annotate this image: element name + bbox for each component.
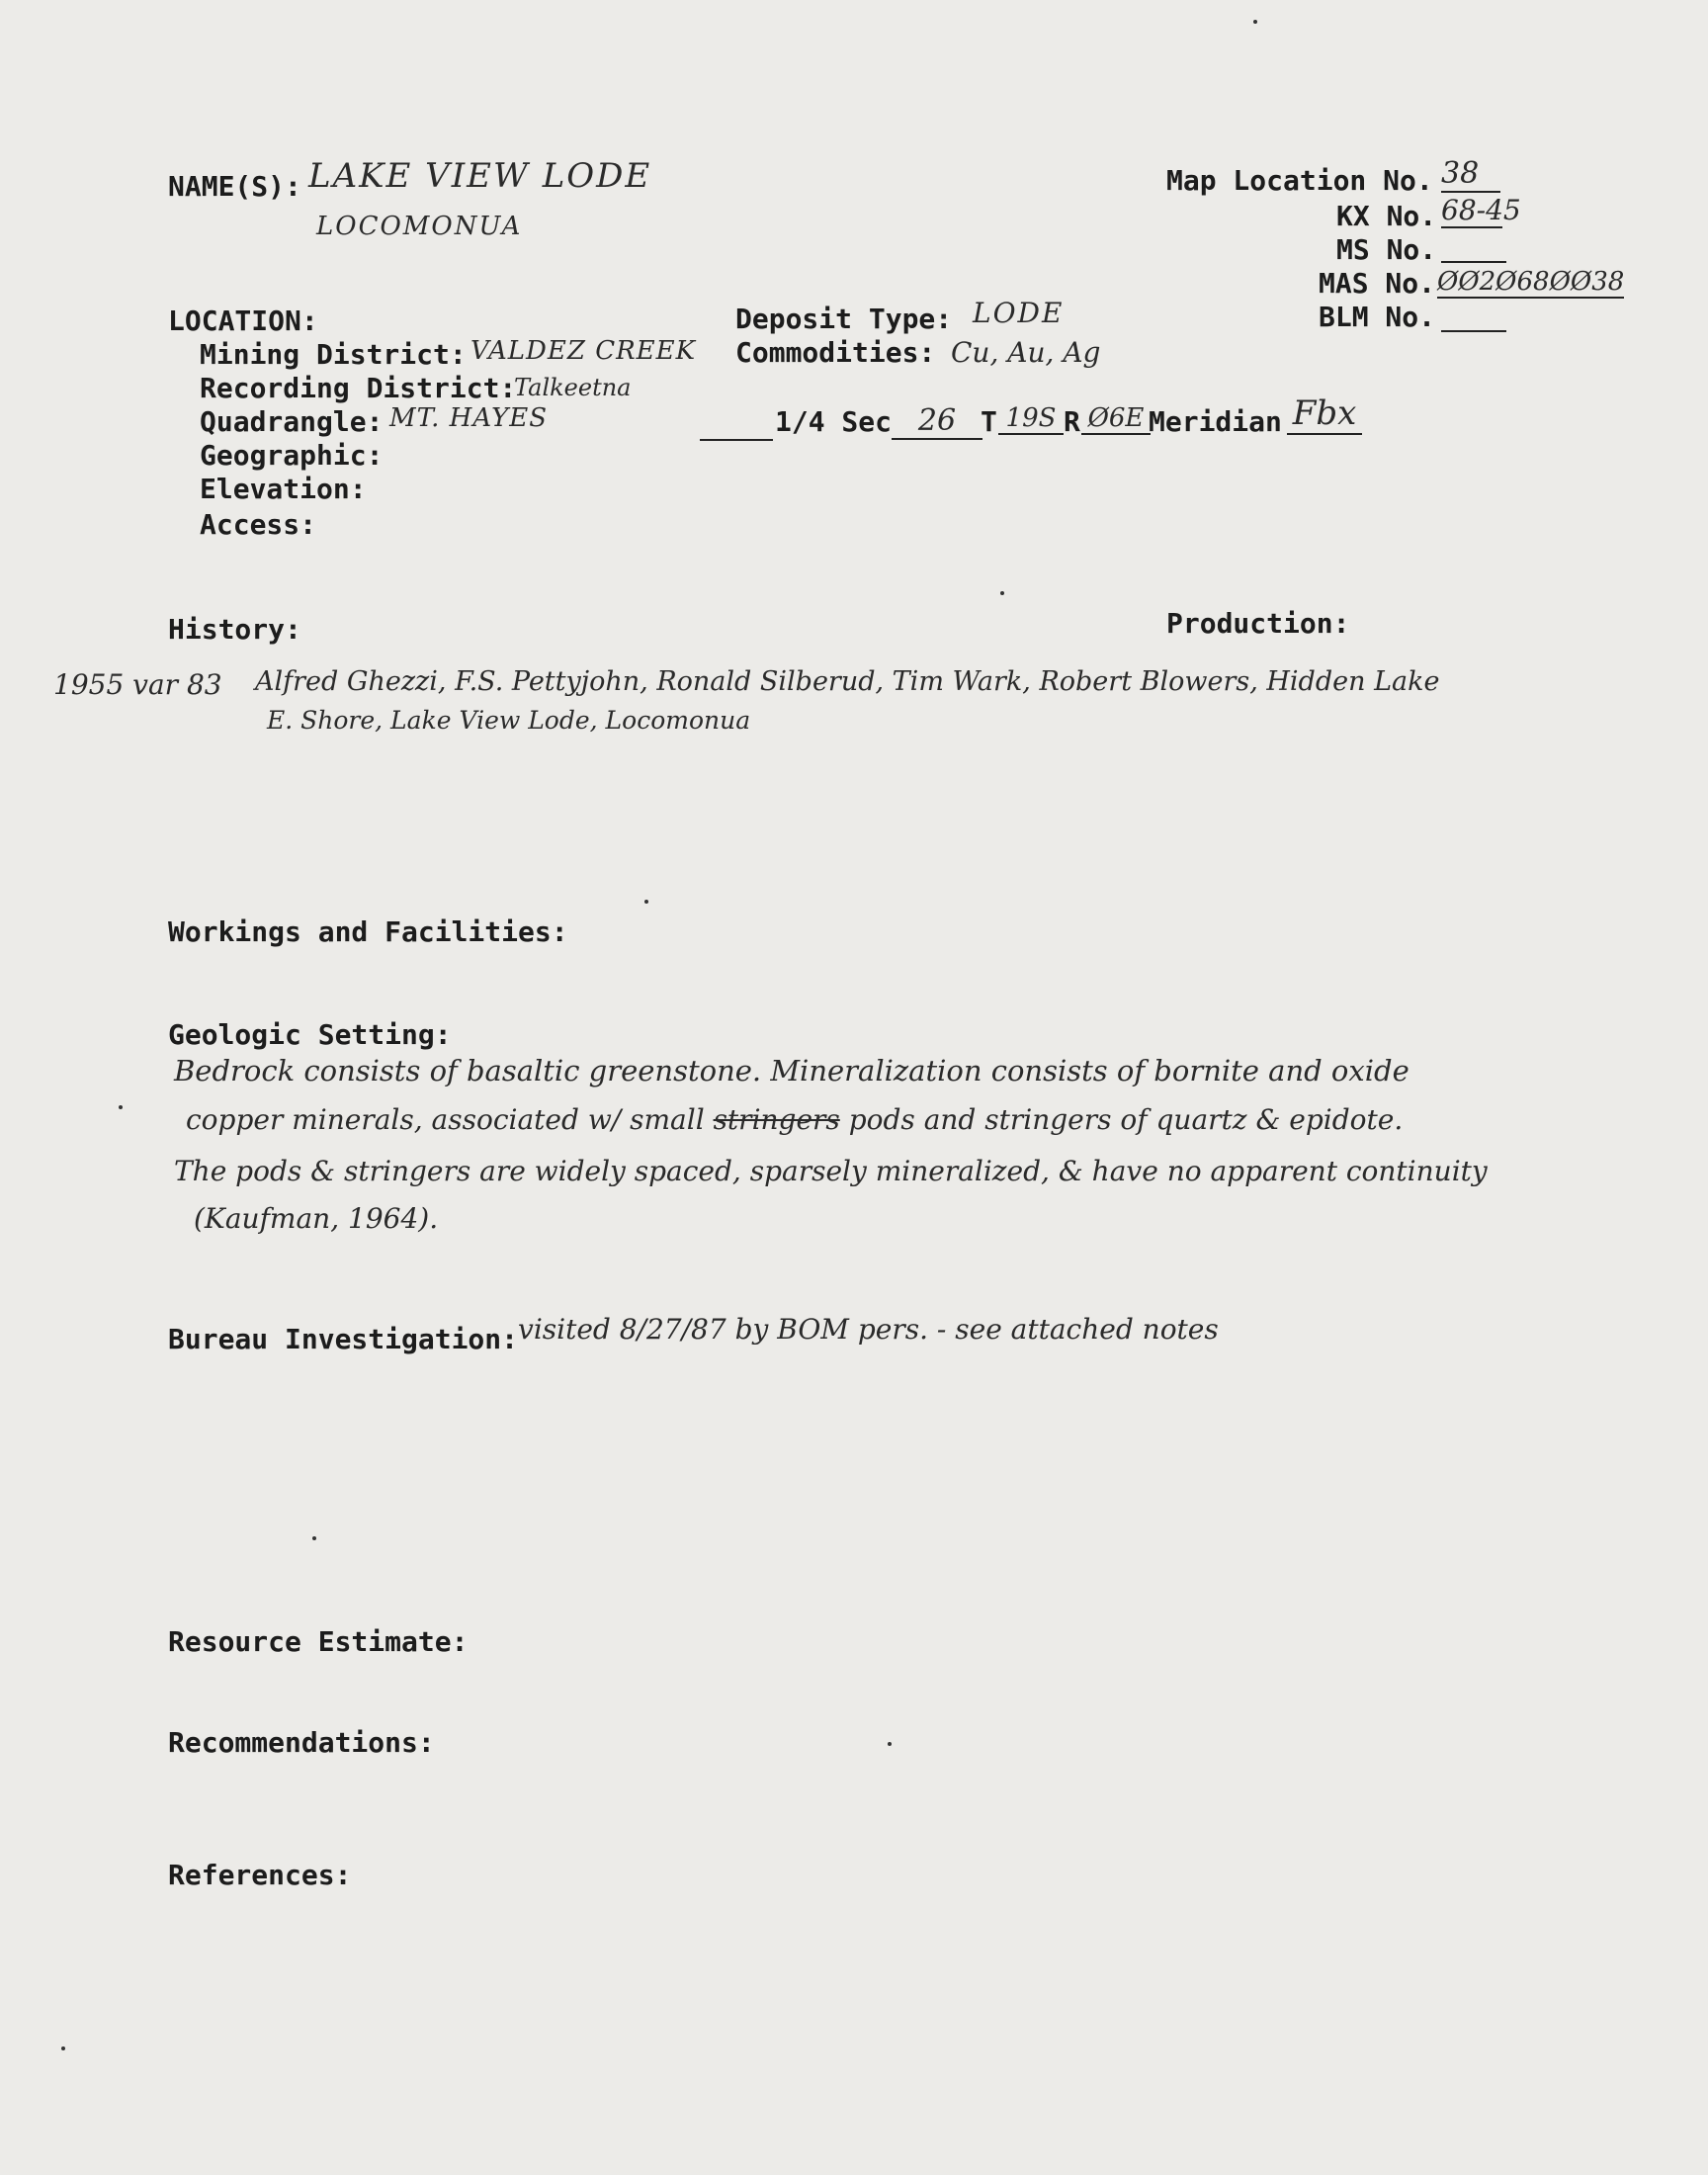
deposit-type-value: LODE: [973, 297, 1065, 329]
speck: [1000, 591, 1004, 595]
deposit-type-label: Deposit Type:: [735, 303, 953, 335]
ms-label: MS No.: [1336, 233, 1437, 266]
quadrangle-label: Quadrangle:: [200, 405, 384, 438]
map-location-label: Map Location No.: [1166, 164, 1433, 197]
geologic-line-2b: pods and stringers of quartz & epidote.: [848, 1103, 1404, 1136]
speck: [888, 1742, 892, 1746]
quadrangle-value: MT. HAYES: [389, 403, 549, 433]
name-2: LOCOMONUA: [316, 212, 523, 241]
history-prefix: 1955 var 83: [53, 668, 222, 701]
bureau-value: visited 8/27/87 by BOM pers. - see attached notes: [518, 1313, 1219, 1346]
speck: [644, 900, 648, 904]
history-line-1: Alfred Ghezzi, F.S. Pettyjohn, Ronald Silberud, Tim Wark, Robert Blowers, Hidden Lake: [255, 666, 1440, 697]
names-label: NAME(S):: [168, 170, 301, 203]
t-label: T: [981, 405, 997, 438]
sec-value: 26: [892, 403, 982, 440]
r-label: R: [1064, 405, 1080, 438]
speck: [119, 1105, 123, 1109]
kx-value: 68-45: [1441, 194, 1521, 226]
references-label: References:: [168, 1859, 352, 1891]
resource-label: Resource Estimate:: [168, 1625, 469, 1658]
history-line-2: E. Shore, Lake View Lode, Locomonua: [267, 706, 751, 735]
commodities-value: Cu, Au, Ag: [951, 336, 1101, 369]
meridian-value: Fbx: [1287, 393, 1362, 435]
geographic-label: Geographic:: [200, 439, 384, 472]
quarter-blank: [700, 439, 773, 441]
blm-value: [1441, 330, 1506, 332]
quarter-sec-label: 1/4 Sec: [775, 405, 893, 438]
production-label: Production:: [1166, 607, 1350, 640]
location-label: LOCATION:: [168, 304, 318, 337]
meridian-label: Meridian: [1149, 405, 1282, 438]
r-value: Ø6E: [1081, 403, 1151, 435]
mas-value: ØØ2Ø68ØØ38: [1437, 267, 1625, 297]
recommendations-label: Recommendations:: [168, 1726, 435, 1759]
map-location-value: 38: [1441, 156, 1500, 193]
speck: [1253, 20, 1257, 24]
history-label: History:: [168, 613, 301, 646]
workings-label: Workings and Facilities:: [168, 915, 568, 948]
blm-label: BLM No.: [1319, 301, 1436, 333]
mas-label: MAS No.: [1319, 267, 1436, 300]
mining-district-value: VALDEZ CREEK: [470, 336, 697, 366]
speck: [61, 2046, 65, 2050]
geologic-line-2: [186, 1103, 1403, 1136]
commodities-label: Commodities:: [735, 336, 936, 369]
bureau-label: Bureau Investigation:: [168, 1323, 519, 1355]
recording-district-label: Recording District:: [200, 372, 517, 404]
elevation-label: Elevation:: [200, 473, 367, 505]
t-value: 19S: [998, 403, 1064, 435]
mining-district-label: Mining District:: [200, 338, 467, 371]
name-1: LAKE VIEW LODE: [308, 156, 652, 196]
geologic-line-4: (Kaufman, 1964).: [194, 1202, 439, 1235]
speck: [312, 1536, 316, 1540]
geologic-line-1: Bedrock consists of basaltic greenstone. Mineralization consists of bornite and oxide: [174, 1054, 1409, 1088]
geologic-label: Geologic Setting:: [168, 1018, 452, 1051]
access-label: Access:: [200, 508, 317, 541]
geologic-line-2-struck: stringers: [713, 1103, 840, 1136]
ms-value: [1441, 261, 1506, 263]
geologic-line-2a: copper minerals, associated w/ small: [186, 1103, 705, 1136]
recording-district-value: Talkeetna: [514, 374, 632, 401]
geologic-line-3: The pods & stringers are widely spaced, sparsely mineralized, & have no apparent continuity: [174, 1155, 1488, 1187]
kx-label: KX No.: [1336, 200, 1437, 232]
